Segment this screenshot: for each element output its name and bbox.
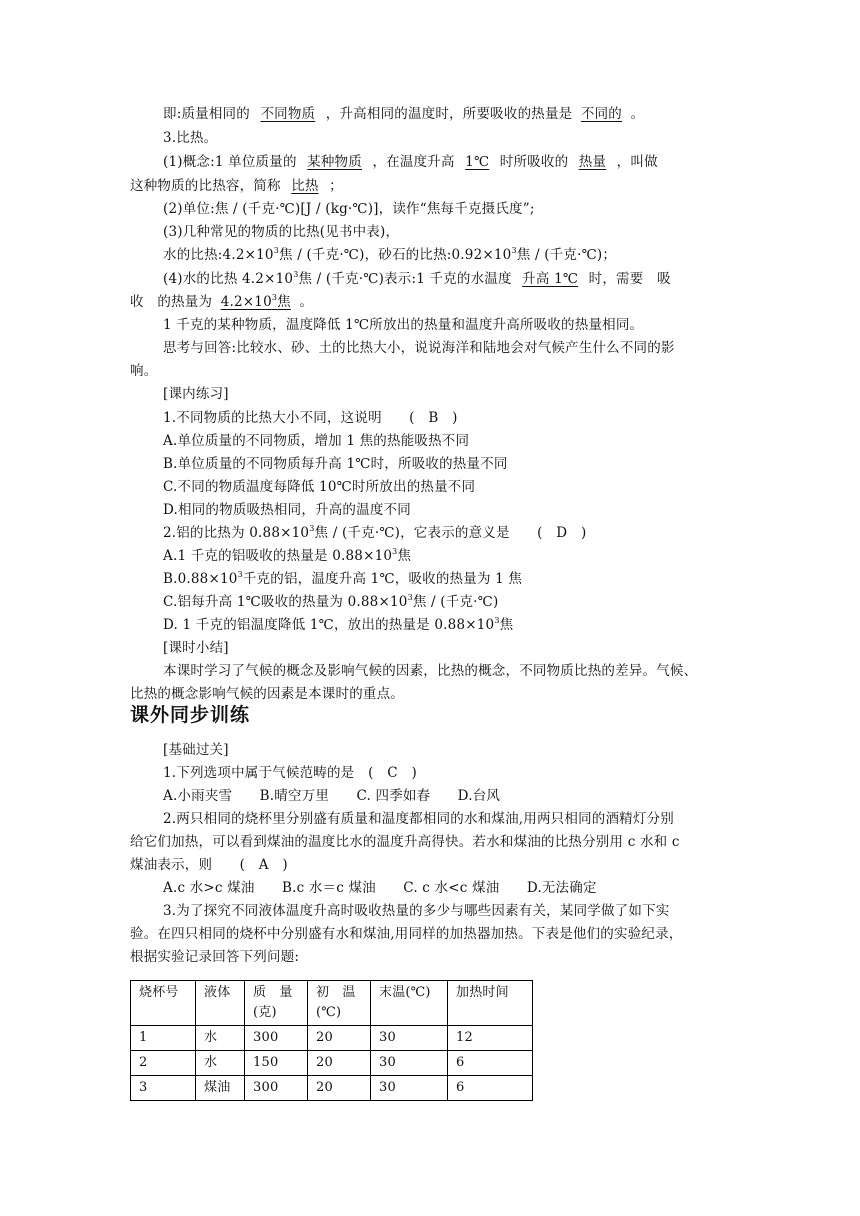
table-cell: 150 [245, 1051, 308, 1076]
option: A.1 千克的铝吸收的热量是 $0.88\times 10^3$焦 [163, 547, 412, 564]
text-line: 验。在四只相同的烧杯中分别盛有水和煤油,用同样的加热器加热。下表是他们的实验纪录， [130, 926, 683, 942]
header-cell: 末温(℃) [371, 981, 448, 1026]
text-line: 这种物质的比热容，简称 比热 ； [130, 178, 343, 194]
option: D. 1 千克的铝温度降低 1℃，放出的热量是 $0.88\times 10^3$焦 [163, 616, 514, 633]
table-cell: 20 [308, 1026, 371, 1051]
section-heading: 课外同步训练 [130, 704, 251, 726]
option: $B.0.88\times 10^3$千克的铝，温度升高 1℃，吸收的热量为 1 焦 [163, 570, 523, 587]
table-cell: 3 [131, 1076, 196, 1101]
experiment-table [130, 980, 533, 1101]
table-cell: 300 [245, 1026, 308, 1051]
option: D.相同的物质吸热相同，升高的温度不同 [163, 502, 411, 518]
section-title: 3.比热。 [163, 130, 218, 146]
table-cell: 煤油 [196, 1076, 245, 1101]
text-line: (3)几种常见的物质的比热(见书中表)， [163, 224, 400, 240]
header-cell: 液体 [196, 981, 245, 1026]
table-cell: 20 [308, 1076, 371, 1101]
table-cell: 20 [308, 1051, 371, 1076]
table-cell: 6 [448, 1076, 533, 1101]
blank-answer: $4.2\times 10^3$焦 [220, 293, 291, 310]
table-header-row [131, 981, 533, 1026]
text-line: 根据实验记录回答下列问题: [130, 949, 300, 965]
option: A.单位质量的不同物质，增加 1 焦的热能吸热不同 [163, 433, 470, 449]
header-cell: 烧杯号 [131, 981, 196, 1026]
text-line: 比热的概念影响气候的因素是本课时的重点。 [130, 686, 404, 702]
table-cell: 6 [448, 1051, 533, 1076]
blank-answer: 某种物质 [307, 154, 362, 170]
section-label: [课内练习] [163, 386, 229, 402]
table-cell: 30 [371, 1076, 448, 1101]
table-cell: 12 [448, 1026, 533, 1051]
header-cell: 质 量 (克) [245, 981, 308, 1026]
table-row [131, 1026, 533, 1051]
text-line: (2)单位:焦 / (千克·℃)[J / (kg·℃)]，读作“焦每千克摄氏度”; [163, 201, 535, 217]
table-cell: 30 [371, 1051, 448, 1076]
table-cell: 1 [131, 1026, 196, 1051]
table-cell: 300 [245, 1076, 308, 1101]
question: 2.两只相同的烧杯里分别盛有质量和温度都相同的水和煤油,用两只相同的酒精灯分别 [163, 811, 674, 827]
question: 1.不同物质的比热大小不同，这说明 ( B ) [163, 410, 458, 426]
blank-answer: 比热 [291, 178, 319, 194]
option: B.单位质量的不同物质每升高 1℃时，所吸收的热量不同 [163, 456, 508, 472]
option: C.不同的物质温度每降低 10℃时所放出的热量不同 [163, 479, 476, 495]
table-cell: 水 [196, 1026, 245, 1051]
option: A.小雨夹雪 B.晴空万里 C. 四季如春 D.台风 [163, 788, 501, 804]
blank-answer: 不同物质 [260, 106, 316, 122]
text-line: 响。 [130, 363, 158, 379]
text-line: 煤油表示，则 ( A ) [130, 857, 288, 873]
blank-answer: 升高 1℃ [522, 271, 579, 287]
question: 2.铝的比热为 $0.88\times 10^3$焦 / (千克·℃)，它表示的意义是 ( D ) [163, 524, 587, 541]
blank-answer: 不同的 [580, 106, 622, 122]
option: A.c 水>c 煤油 B.c 水＝c 煤油 C. c 水<c 煤油 D.无法确定 [163, 880, 597, 896]
table-cell: 水 [196, 1051, 245, 1076]
table-cell: 30 [371, 1026, 448, 1051]
option: C.铝每升高 1℃吸收的热量为 $0.88\times 10^3$焦 / (千克·℃) [163, 593, 499, 610]
text-line: 收 的热量为 $4.2\times 10^3$焦 。 [130, 293, 314, 310]
header-cell: 加热时间 [448, 981, 533, 1026]
header-cell: 初 温 (℃) [308, 981, 371, 1026]
blank-answer: 热量 [578, 154, 607, 170]
text-line: 给它们加热，可以看到煤油的温度比水的温度升高得快。若水和煤油的比热分别用 c 水和 c [130, 834, 680, 850]
text-line: 思考与回答:比较水、砂、土的比热大小，说说海洋和陆地会对气候产生什么不同的影 [163, 340, 675, 356]
text-line: 水的比热$:4.2\times 10^3$焦 / (千克·℃)，砂石的比热$:0.92\times 10^3$焦 / (千克·℃)； [163, 246, 617, 263]
table-cell: 2 [131, 1051, 196, 1076]
section-label: [课时小结] [163, 640, 229, 656]
blank-answer: 1℃ [465, 154, 490, 170]
question: 3.为了探究不同液体温度升高时吸收热量的多少与哪些因素有关，某同学做了如下实 [163, 903, 670, 919]
section-label: [基础过关] [163, 742, 229, 758]
question: 1.下列选项中属于气候范畴的是 ( C ) [163, 765, 417, 781]
table-row [131, 1051, 533, 1076]
table-row [131, 1076, 533, 1101]
text-line: 即:质量相同的 不同物质 ，升高相同的温度时，所要吸收的热量是 不同的 。 [163, 106, 645, 122]
text-line: (1)概念:1 单位质量的 某种物质 ，在温度升高 1℃ 时所吸收的 热量 ，叫做 [163, 154, 658, 170]
text-line: 1 千克的某种物质，温度降低 1℃所放出的热量和温度升高所吸收的热量相同。 [163, 317, 644, 333]
text-line: 本课时学习了气候的概念及影响气候的因素，比热的概念，不同物质比热的差异。气候、 [163, 663, 698, 679]
text-line: (4)水的比热 $4.2\times 10^3$焦 / (千克·℃)表示:1 千克的水温度 升高 1℃ 时，需要 吸 [163, 270, 671, 287]
